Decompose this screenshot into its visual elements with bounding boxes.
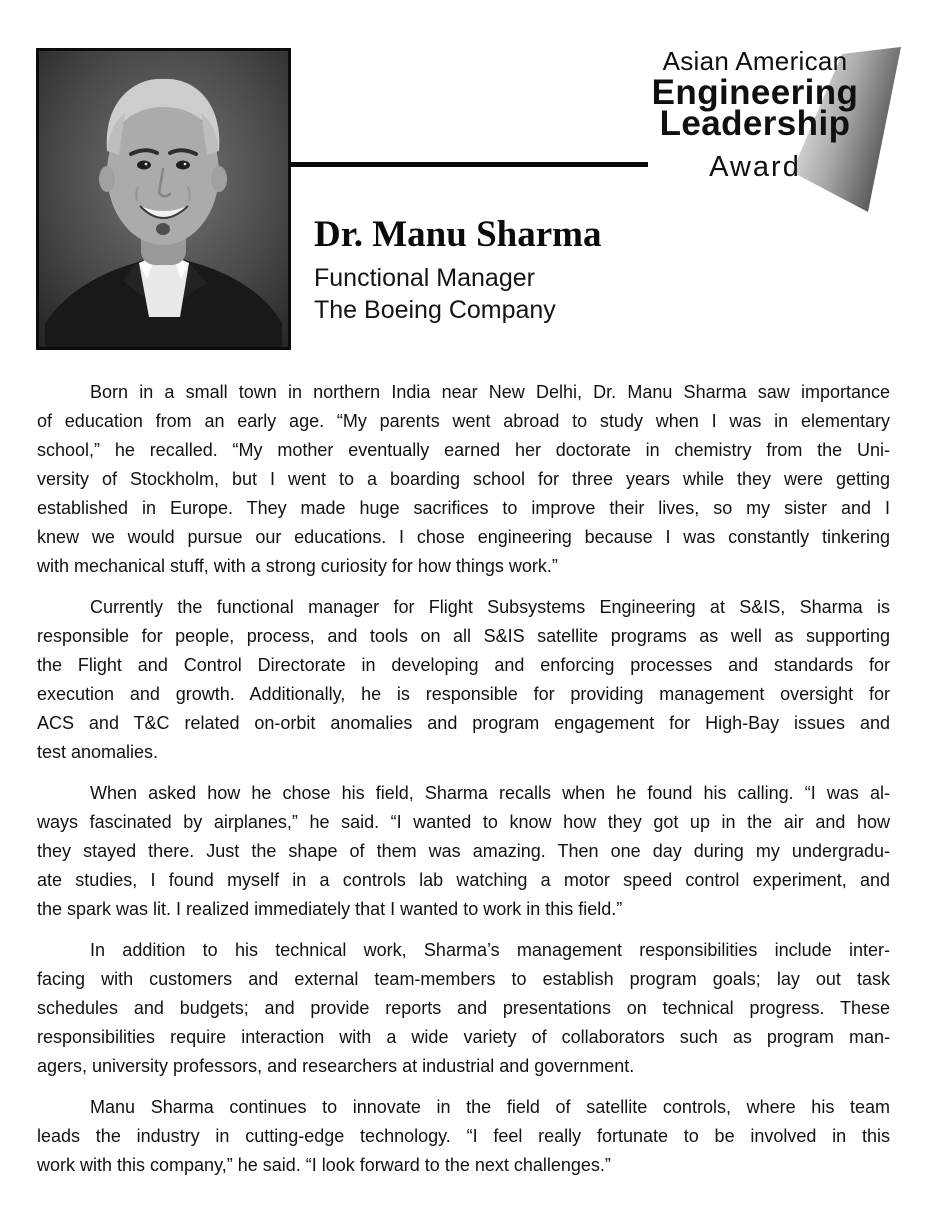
profile-name: Dr. Manu Sharma <box>314 214 602 255</box>
logo-line-asian-american: Asian American <box>662 46 848 76</box>
text-line: ACS and T&C related on-orbit anomalies and program engagement for High-Bay issues and <box>37 713 890 733</box>
text-line: knew we would pursue our educations. I chose engineering because I was constantly tinkering <box>37 527 890 547</box>
text-line: agers, university professors, and researchers at industrial and government. <box>37 1056 635 1076</box>
profile-heading <box>314 215 601 326</box>
text-line: Manu Sharma continues to innovate in the field of satellite controls, where his team <box>90 1097 890 1117</box>
text-line: ate studies, I found myself in a controls lab watching a motor speed control experiment, and <box>37 870 890 890</box>
text-line: schedules and budgets; and provide reports and presentations on technical progress. These <box>37 998 890 1018</box>
text-line: the Flight and Control Directorate in developing and enforcing processes and standards for <box>37 655 890 675</box>
text-line: versity of Stockholm, but I went to a boarding school for three years while they were getting <box>37 469 890 489</box>
profile-company: The Boeing Company <box>314 296 556 324</box>
text-line: ways fascinated by airplanes,” he said. “I wanted to know how they got up in the air and how <box>37 812 890 832</box>
text-line: responsibilities require interaction with a wide variety of collaborators such as program man- <box>37 1027 890 1047</box>
article <box>37 378 890 1192</box>
paragraph <box>37 593 890 767</box>
text-line: with mechanical stuff, with a strong curiosity for how things work.” <box>37 556 558 576</box>
text-line: When asked how he chose his field, Sharma recalls when he found his calling. “I was al- <box>90 783 890 803</box>
logo-line-leadership: Leadership <box>659 104 851 143</box>
paragraph <box>37 1093 890 1180</box>
text-line: In addition to his technical work, Sharma’s management responsibilities include inter- <box>90 940 890 960</box>
paragraph <box>37 936 890 1081</box>
text-line: Currently the functional manager for Flight Subsystems Engineering at S&IS, Sharma is <box>90 597 890 617</box>
text-line: of education from an early age. “My parents went abroad to study when I was in elementary <box>37 411 890 431</box>
portrait-illustration <box>39 51 288 347</box>
paragraph <box>37 378 890 581</box>
paragraph <box>37 779 890 924</box>
text-line: leads the industry in cutting-edge technology. “I feel really fortunate to be involved in this <box>37 1126 890 1146</box>
text-line: execution and growth. Additionally, he is responsible for providing management oversight for <box>37 684 890 704</box>
text-line: work with this company,” he said. “I look forward to the next challenges.” <box>37 1155 611 1175</box>
text-line: school,” he recalled. “My mother eventually earned her doctorate in chemistry from the Uni- <box>37 440 890 460</box>
text-line: test anomalies. <box>37 742 159 762</box>
text-line: established in Europe. They made huge sacrifices to improve their lives, so my sister and I <box>37 498 890 518</box>
logo-line-engineering: Engineering <box>651 73 859 112</box>
text-line: responsible for people, process, and tools on all S&IS satellite programs as well as supporting <box>37 626 890 646</box>
logo-line-award: Award <box>709 151 801 183</box>
text-line: facing with customers and external team-members to establish program goals; lay out task <box>37 969 890 989</box>
text-line: the spark was lit. I realized immediately that I wanted to work in this field.” <box>37 899 623 919</box>
profile-title: Functional Manager <box>314 264 535 292</box>
text-line: Born in a small town in northern India near New Delhi, Dr. Manu Sharma saw importance <box>90 382 890 402</box>
text-line: they stayed there. Just the shape of them was amazing. Then one day during my undergradu- <box>37 841 890 861</box>
portrait-photo <box>36 48 291 350</box>
